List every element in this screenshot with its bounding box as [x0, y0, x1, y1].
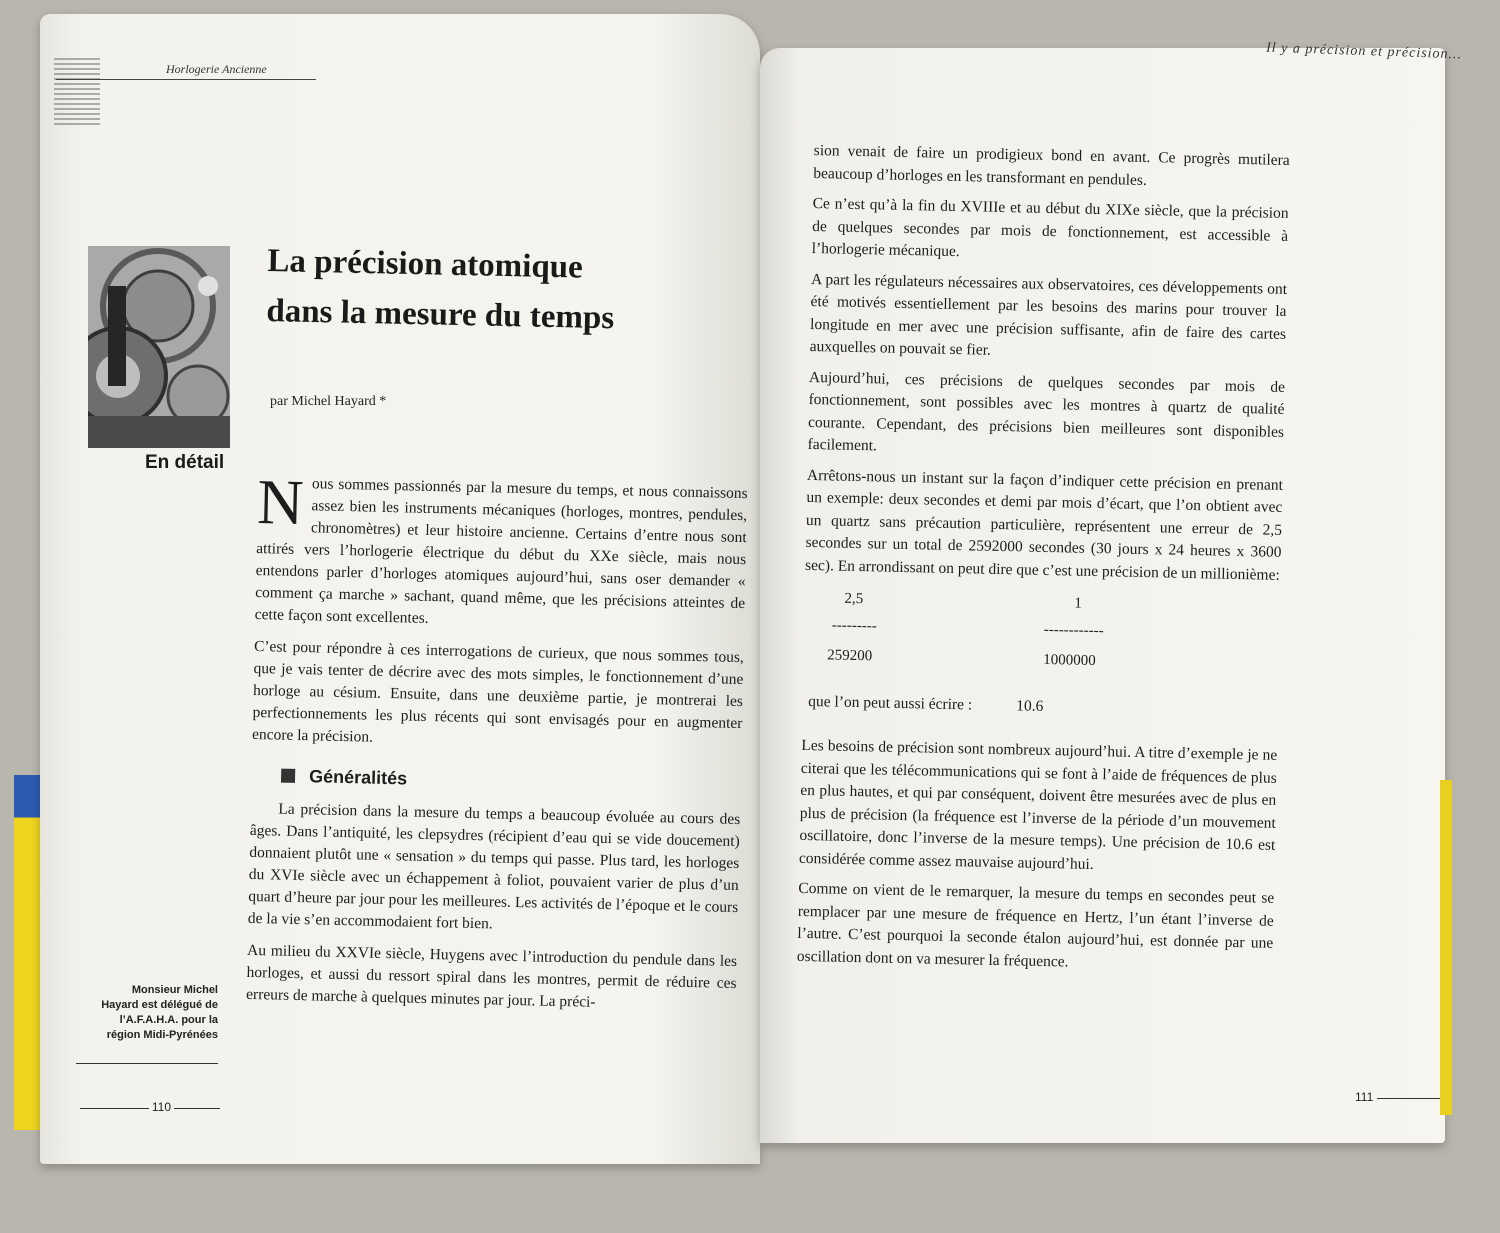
page-edge-color-tab-right — [1440, 780, 1452, 1115]
fraction-a-denominator: 259200 — [827, 647, 873, 665]
fraction-example — [803, 585, 1281, 678]
fraction-a-bar: --------- — [831, 616, 877, 634]
running-head-right: Il y a précision et précision... — [1265, 40, 1463, 63]
paragraph: Arrêtons-nous un instant sur la façon d’indiquer cette précision en prenant un exemple: deux secondes et demi par mois d’écart, que l’on obtient avec un quartz sans précaution particulière, représentent une erreur de 2,5 secondes sur un total de 2592000 secondes (30 jours x 24 heures x 3600 sec). En arrondissant on peut dire que c’est une précision de un millionième: — [804, 466, 1284, 584]
paragraph: Aujourd’hui, ces précisions de quelques secondes par mois de fonctionnement, sont possibles avec les montres à quartz de qualité courante. Cependant, des précisions bien meilleures sont disponibles facilement. — [807, 368, 1286, 455]
right-body-text — [796, 140, 1289, 986]
fraction-b-bar: ------------ — [1043, 621, 1104, 639]
article-title — [266, 236, 708, 345]
alternate-notation — [808, 691, 1278, 723]
square-bullet-icon — [281, 769, 295, 783]
fraction-b-numerator: 1 — [1074, 595, 1083, 612]
paragraph: C’est pour répondre à ces interrogations de curieux, que nous sommes tous, que je vais tenter de décrire avec des mots simples, le fonctionnement d’une horloge au césium. Ensuite, dans une deuxième partie, je montrerai les perfectionnements les plus récents qui sont envisagés pour en augmenter encore la précision. — [251, 637, 745, 746]
paragraph: Au milieu du XXVIe siècle, Huygens avec l’introduction du pendule dans les horloges, et aussi du ressort spiral dans les montres, permit de réduire ces erreurs de marche à quelques minutes par jour. La préci- — [245, 941, 738, 1011]
sidenote-rule — [76, 1063, 218, 1064]
fraction-a-numerator: 2,5 — [844, 590, 864, 608]
section-tag: En détail — [145, 452, 225, 473]
page-number-rule-left — [80, 1100, 220, 1114]
title-line-1: La précision atomique — [267, 242, 584, 286]
author-byline: par Michel Hayard * — [270, 394, 387, 409]
clockwork-photo — [88, 246, 230, 448]
page-number-right: 111 — [1355, 1090, 1377, 1104]
author-sidenote: Monsieur Michel Hayard est délégué de l’A.F.A.H.A. pour la région Midi-Pyrénées — [101, 984, 218, 1041]
section-heading: Généralités — [281, 765, 741, 797]
drop-cap: N — [256, 466, 305, 539]
page-number-left: 110 — [149, 1100, 174, 1114]
page-number-rule-right — [1355, 1090, 1440, 1104]
intro-paragraph: Nous sommes passionnés par la mesure du temps, et nous connaissons assez bien les instruments mécaniques (horloges, montres, pendules, chronomètres) et leur histoire ancienne. Certains d’entre nous sont attirés vers l’horlogerie électrique du début du XXe siècle, mais nous entendons parler d’horloges atomiques aujourd’hui, sans oser demander « comment ça marche » sachant, quand même, que les précisions atteintes de cette façon sont excellentes. — [254, 466, 748, 627]
paragraph: Ce n’est qu’à la fin du XVIIIe et au début du XIXe siècle, que la précision de quelques secondes par mois de fonctionnement, est accessible à l’horlogerie mécanique. — [811, 194, 1289, 261]
alternate-notation-value: 10.6 — [1016, 696, 1044, 715]
left-body-text — [245, 466, 748, 1027]
paragraph: Comme on vient de le remarquer, la mesure du temps en secondes peut se remplacer par une mesure de fréquence en Hertz, l’un étant l’inverse de l’autre. C’est pourquoi la seconde étalon aujourd’hui, est donnée par une oscillation dont on va mesurer la fréquence. — [796, 879, 1275, 971]
paragraph: A part les régulateurs nécessaires aux observatoires, ces développements ont été motivés essentiellement par les besoins des marins pour trouver la longitude en mer avec une précision suffisante, afin de faire des cartes auxquelles on pouvait se fier. — [809, 270, 1288, 359]
running-head-left: Horlogerie Ancienne — [56, 62, 316, 80]
title-line-2: dans la mesure du temps — [266, 292, 615, 337]
paragraph: La précision dans la mesure du temps a beaucoup évoluée au cours des âges. Dans l’antiquité, les clepsydres (récipient d’eau qui se vide doucement) donnaient plutôt une « sensation » du temps qui passe. Plus tard, les horloges du XVIe siècle avec un échappement à foliot, pouvaient varier de plus d’un quart d’heure par jour pour les meilleures. Les activités de l’époque et le cours de la vie s’en accommodaient fort bien. — [247, 800, 741, 933]
fraction-b-denominator: 1000000 — [1042, 651, 1096, 670]
paragraph: sion venait de faire un prodigieux bond en avant. Ce progrès mutilera beaucoup d’horloges en les transformant en pendules. — [813, 141, 1290, 189]
paragraph: Les besoins de précision sont nombreux aujourd’hui. A titre d’exemple je ne citerai que les télécommunications qui se font à l’aide de fréquences de plus en plus hautes, et qui par conséquent, doivent être mesurées avec de plus en plus de précision (la fréquence est l’inverse de la période d’un mouvement oscillatoire, donc l’inverse de la mesure temps). Une précision de 10.6 est considérée comme assez mauvaise aujourd’hui. — [798, 736, 1278, 873]
alternate-notation-label: que l’on peut aussi écrire : — [808, 692, 973, 713]
